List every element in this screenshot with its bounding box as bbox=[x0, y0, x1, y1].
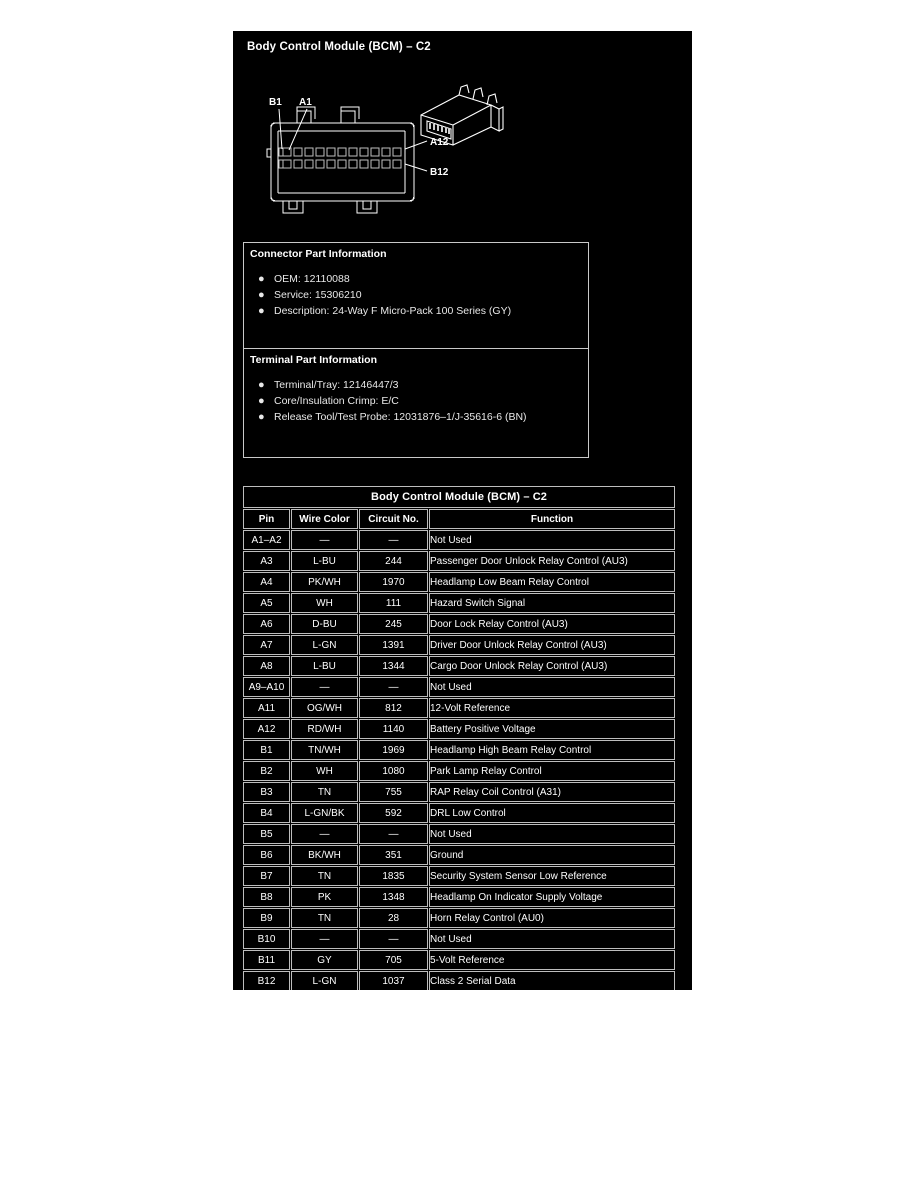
cell-function: Park Lamp Relay Control bbox=[429, 761, 675, 781]
column-header-function: Function bbox=[429, 509, 675, 529]
cell-circuit: 1037 bbox=[359, 971, 428, 990]
list-item-text: OEM: 12110088 bbox=[274, 273, 350, 285]
page-title: Body Control Module (BCM) – C2 bbox=[247, 41, 431, 53]
cell-pin: A3 bbox=[243, 551, 290, 571]
cell-wire: PK bbox=[291, 887, 358, 907]
cell-circuit: 1140 bbox=[359, 719, 428, 739]
cell-pin: A9–A10 bbox=[243, 677, 290, 697]
cell-pin: A4 bbox=[243, 572, 290, 592]
table-row bbox=[243, 929, 675, 949]
pin-label-b1: B1 bbox=[269, 97, 282, 108]
cell-function: Not Used bbox=[429, 824, 675, 844]
table-row bbox=[243, 530, 675, 550]
cell-wire: RD/WH bbox=[291, 719, 358, 739]
list-item bbox=[258, 303, 588, 319]
list-item-text: Core/Insulation Crimp: E/C bbox=[274, 395, 399, 407]
cell-pin: B5 bbox=[243, 824, 290, 844]
connector-diagram bbox=[245, 79, 681, 247]
cell-function: Security System Sensor Low Reference bbox=[429, 866, 675, 886]
cell-pin: A5 bbox=[243, 593, 290, 613]
cell-pin: A1–A2 bbox=[243, 530, 290, 550]
cell-circuit: 1080 bbox=[359, 761, 428, 781]
cell-pin: A11 bbox=[243, 698, 290, 718]
cell-circuit: 245 bbox=[359, 614, 428, 634]
table-row bbox=[243, 908, 675, 928]
cell-circuit: 812 bbox=[359, 698, 428, 718]
list-item bbox=[258, 377, 588, 393]
bullet-icon: ● bbox=[258, 273, 265, 285]
table-row bbox=[243, 803, 675, 823]
column-header-pin: Pin bbox=[243, 509, 290, 529]
table-row bbox=[243, 677, 675, 697]
cell-function: Class 2 Serial Data bbox=[429, 971, 675, 990]
cell-circuit: 755 bbox=[359, 782, 428, 802]
cell-wire: PK/WH bbox=[291, 572, 358, 592]
pin-label-a12: A12 bbox=[430, 137, 449, 148]
list-item-text: Service: 15306210 bbox=[274, 289, 362, 301]
pin-label-a1: A1 bbox=[299, 97, 312, 108]
cell-pin: A12 bbox=[243, 719, 290, 739]
cell-circuit: — bbox=[359, 677, 428, 697]
list-item-text: Release Tool/Test Probe: 12031876–1/J-35616-6 (BN) bbox=[274, 411, 527, 423]
cell-wire: L-BU bbox=[291, 656, 358, 676]
pinout-table-body bbox=[243, 530, 675, 990]
table-row bbox=[243, 950, 675, 970]
cell-circuit: 28 bbox=[359, 908, 428, 928]
terminal-part-information-box bbox=[243, 348, 589, 458]
cell-wire: — bbox=[291, 677, 358, 697]
cell-function: 12-Volt Reference bbox=[429, 698, 675, 718]
cell-function: Not Used bbox=[429, 929, 675, 949]
table-row bbox=[243, 971, 675, 990]
cell-function: Headlamp On Indicator Supply Voltage bbox=[429, 887, 675, 907]
cell-function: Not Used bbox=[429, 677, 675, 697]
cell-function: Headlamp Low Beam Relay Control bbox=[429, 572, 675, 592]
table-row bbox=[243, 572, 675, 592]
cell-circuit: 1835 bbox=[359, 866, 428, 886]
bullet-icon: ● bbox=[258, 379, 265, 391]
cell-wire: WH bbox=[291, 761, 358, 781]
cell-circuit: 244 bbox=[359, 551, 428, 571]
bullet-icon: ● bbox=[258, 289, 265, 301]
column-header-wire-color: Wire Color bbox=[291, 509, 358, 529]
cell-wire: TN bbox=[291, 782, 358, 802]
table-row bbox=[243, 824, 675, 844]
list-item-text: Terminal/Tray: 12146447/3 bbox=[274, 379, 399, 391]
cell-wire: TN/WH bbox=[291, 740, 358, 760]
list-item-text: Description: 24-Way F Micro-Pack 100 Series (GY) bbox=[274, 305, 512, 317]
cell-function: Hazard Switch Signal bbox=[429, 593, 675, 613]
cavity-grid bbox=[279, 148, 401, 168]
table-row bbox=[243, 845, 675, 865]
cell-function: Battery Positive Voltage bbox=[429, 719, 675, 739]
cell-circuit: 351 bbox=[359, 845, 428, 865]
table-row bbox=[243, 656, 675, 676]
cell-pin: B6 bbox=[243, 845, 290, 865]
cell-pin: B1 bbox=[243, 740, 290, 760]
table-row bbox=[243, 887, 675, 907]
cell-function: DRL Low Control bbox=[429, 803, 675, 823]
cell-wire: — bbox=[291, 530, 358, 550]
terminal-part-information-list bbox=[244, 377, 588, 425]
table-row bbox=[243, 551, 675, 571]
cell-pin: B8 bbox=[243, 887, 290, 907]
cell-pin: B11 bbox=[243, 950, 290, 970]
cell-wire: D-BU bbox=[291, 614, 358, 634]
table-row bbox=[243, 761, 675, 781]
pinout-table-title: Body Control Module (BCM) – C2 bbox=[243, 486, 675, 508]
cell-wire: BK/WH bbox=[291, 845, 358, 865]
connector-part-information-box bbox=[243, 242, 589, 349]
cell-circuit: 1391 bbox=[359, 635, 428, 655]
table-header-row bbox=[243, 509, 675, 529]
cell-pin: A7 bbox=[243, 635, 290, 655]
cell-function: Cargo Door Unlock Relay Control (AU3) bbox=[429, 656, 675, 676]
cell-pin: A6 bbox=[243, 614, 290, 634]
list-item bbox=[258, 409, 588, 425]
pin-label-b12: B12 bbox=[430, 167, 449, 178]
cell-circuit: 705 bbox=[359, 950, 428, 970]
cell-circuit: 1970 bbox=[359, 572, 428, 592]
column-header-circuit-no: Circuit No. bbox=[359, 509, 428, 529]
cell-circuit: — bbox=[359, 530, 428, 550]
cell-function: Not Used bbox=[429, 530, 675, 550]
cell-circuit: — bbox=[359, 929, 428, 949]
cell-pin: B3 bbox=[243, 782, 290, 802]
cell-circuit: 1969 bbox=[359, 740, 428, 760]
cell-pin: B9 bbox=[243, 908, 290, 928]
table-row bbox=[243, 593, 675, 613]
connector-part-information-list bbox=[244, 271, 588, 319]
table-row bbox=[243, 740, 675, 760]
table-row bbox=[243, 719, 675, 739]
table-row bbox=[243, 698, 675, 718]
cell-circuit: 111 bbox=[359, 593, 428, 613]
cell-wire: TN bbox=[291, 908, 358, 928]
cell-circuit: 592 bbox=[359, 803, 428, 823]
cell-wire: OG/WH bbox=[291, 698, 358, 718]
document-panel bbox=[233, 31, 692, 990]
list-item bbox=[258, 287, 588, 303]
cell-wire: TN bbox=[291, 866, 358, 886]
terminal-part-information-title: Terminal Part Information bbox=[250, 354, 377, 366]
cell-pin: B12 bbox=[243, 971, 290, 990]
cell-pin: B2 bbox=[243, 761, 290, 781]
cell-function: Horn Relay Control (AU0) bbox=[429, 908, 675, 928]
bullet-icon: ● bbox=[258, 395, 265, 407]
cell-wire: L-GN bbox=[291, 971, 358, 990]
table-row bbox=[243, 614, 675, 634]
table-row bbox=[243, 782, 675, 802]
cell-pin: B7 bbox=[243, 866, 290, 886]
cell-function: Door Lock Relay Control (AU3) bbox=[429, 614, 675, 634]
list-item bbox=[258, 271, 588, 287]
connector-part-information-title: Connector Part Information bbox=[250, 248, 387, 260]
table-title-row bbox=[243, 486, 675, 508]
pinout-table-container bbox=[242, 485, 674, 990]
cell-wire: WH bbox=[291, 593, 358, 613]
cell-wire: L-BU bbox=[291, 551, 358, 571]
cell-function: 5-Volt Reference bbox=[429, 950, 675, 970]
list-item bbox=[258, 393, 588, 409]
cell-pin: B4 bbox=[243, 803, 290, 823]
bullet-icon: ● bbox=[258, 305, 265, 317]
cell-wire: — bbox=[291, 929, 358, 949]
cell-function: RAP Relay Coil Control (A31) bbox=[429, 782, 675, 802]
cell-function: Ground bbox=[429, 845, 675, 865]
cell-wire: GY bbox=[291, 950, 358, 970]
table-row bbox=[243, 866, 675, 886]
cell-function: Headlamp High Beam Relay Control bbox=[429, 740, 675, 760]
cell-wire: — bbox=[291, 824, 358, 844]
cell-wire: L-GN/BK bbox=[291, 803, 358, 823]
cell-circuit: — bbox=[359, 824, 428, 844]
cell-circuit: 1348 bbox=[359, 887, 428, 907]
cell-function: Driver Door Unlock Relay Control (AU3) bbox=[429, 635, 675, 655]
cell-pin: B10 bbox=[243, 929, 290, 949]
cell-circuit: 1344 bbox=[359, 656, 428, 676]
bullet-icon: ● bbox=[258, 411, 265, 423]
cell-pin: A8 bbox=[243, 656, 290, 676]
cell-function: Passenger Door Unlock Relay Control (AU3) bbox=[429, 551, 675, 571]
pinout-table bbox=[242, 485, 676, 990]
table-row bbox=[243, 635, 675, 655]
cell-wire: L-GN bbox=[291, 635, 358, 655]
